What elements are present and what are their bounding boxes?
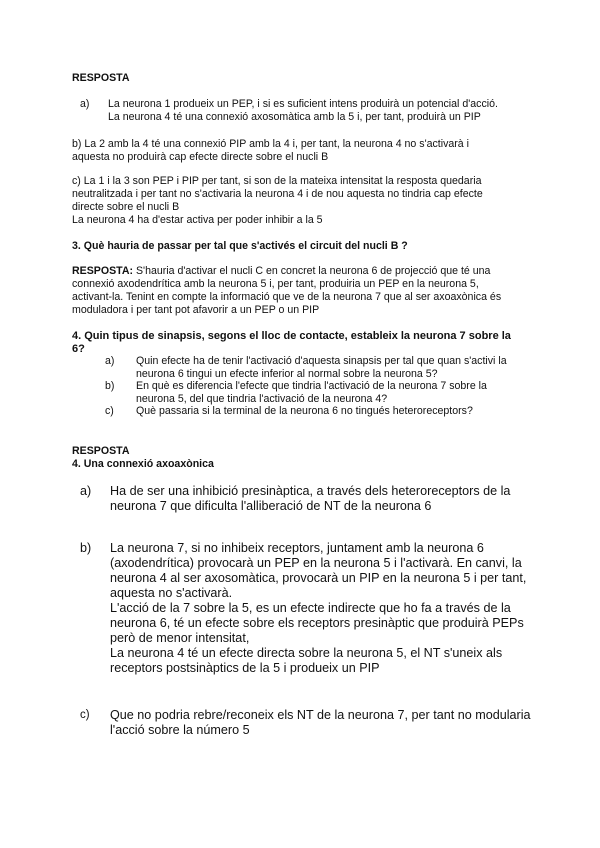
text-line: directe sobre el nucli B xyxy=(72,201,180,213)
text-line: L'acció de la 7 sobre la 5, es un efecte indirecte que ho fa a través de la xyxy=(110,601,511,615)
answer-a-marker: a) xyxy=(80,98,90,110)
text-line: però de menor intensitat, xyxy=(110,631,250,645)
q4-a-text xyxy=(136,355,546,381)
text-line: (axodendrítica) provocarà un PEP en la neurona 5 i l'activarà. En canvi, la xyxy=(110,556,522,570)
text-line: La neurona 4 té una connexió axosomàtica amb la 5 i, per tant, produirà un PIP xyxy=(108,111,481,123)
text-line: neurona 4 al ser axosomàtica, provocarà un PIP en la neurona 5 i per tant, xyxy=(110,571,527,585)
question-3: 3. Què hauria de passar per tal que s'activés el circuit del nucli B ? xyxy=(72,240,408,252)
text-line: Què passaria si la terminal de la neurona 6 no tingués heteroreceptors? xyxy=(136,405,473,417)
text-line: 6? xyxy=(72,343,85,355)
resposta-heading-2: RESPOSTA xyxy=(72,445,130,457)
r2-c-text xyxy=(110,708,550,738)
text-line: En què es diferencia l'efecte que tindria l'activació de la neurona 7 sobre la xyxy=(136,380,487,392)
text-line: l'acció sobre la número 5 xyxy=(110,723,250,737)
text-line: Que no podria rebre/reconeix els NT de la neurona 7, per tant no modularia xyxy=(110,708,531,722)
text-line: La neurona 1 produeix un PEP, i si es suficient intens produirà un potencial d'acció. xyxy=(108,98,498,110)
text-line: moduladora i per tant pot afavorir a un PEP o un PIP xyxy=(72,304,320,316)
answer-a-text xyxy=(108,98,548,124)
r2-a-marker: a) xyxy=(80,484,92,498)
text-line: 4. Quin tipus de sinapsis, segons el lloc de contacte, estableix la neurona 7 sobre la xyxy=(72,330,511,342)
text-line: connexió axodendrítica amb la neurona 5 i, per tant, produiria un PEP en la neurona 5, xyxy=(72,278,479,290)
text-line: neurona 6 tingui un efecte inferior al normal sobre la neurona 5? xyxy=(136,368,438,380)
text-span: S'hauria d'activar el nucli C en concret la neurona 6 de projecció que té una xyxy=(133,265,491,277)
text-line: Quin efecte ha de tenir l'activació d'aquesta sinapsis per tal que quan s'activi la xyxy=(136,355,507,367)
q4-c-marker: c) xyxy=(105,405,114,417)
r2-a-text xyxy=(110,484,550,514)
text-line: neurona 6, té un efecte sobre els receptors presinàptic que produirà PEPs xyxy=(110,616,524,630)
resposta-heading-1: RESPOSTA xyxy=(72,72,130,84)
text-line: activant-la. Tenint en compte la informació que ve de la neurona 7 que al ser axoaxònica és xyxy=(72,291,502,303)
q4-c-text xyxy=(136,405,546,418)
text-line: Ha de ser una inhibició presinàptica, a través dels heteroreceptors de la xyxy=(110,484,511,498)
text-line: b) La 2 amb la 4 té una connexió PIP amb la 4 i, per tant, la neurona 4 no s'activarà i xyxy=(72,138,469,150)
r2-c-marker: c) xyxy=(80,709,90,721)
q4-a-marker: a) xyxy=(105,355,115,367)
text-line: La neurona 4 ha d'estar activa per poder inhibir a la 5 xyxy=(72,214,323,226)
text-line: aquesta no produirà cap efecte directe sobre el nucli B xyxy=(72,151,329,163)
answer-label: RESPOSTA: xyxy=(72,265,134,277)
text-line: La neurona 4 té un efecte directa sobre la neurona 5, el NT s'uneix als xyxy=(110,646,503,660)
text-line: c) La 1 i la 3 son PEP i PIP per tant, si son de la mateixa intensitat la resposta quedaria xyxy=(72,175,482,187)
q4-b-text xyxy=(136,380,546,406)
text-line: neutralitzada i per tant no s'activaria la neurona 4 i de nou aquesta no tindria cap efecte xyxy=(72,188,483,200)
q4-b-marker: b) xyxy=(105,380,115,392)
r2-b-text xyxy=(110,541,550,676)
answer-3 xyxy=(72,265,532,317)
text-line: aquesta no s'activarà. xyxy=(110,586,233,600)
text-line: receptors postsinàptics de la 5 i produeix un PIP xyxy=(110,661,380,675)
text-line: neurona 5, del que tindria l'activació de la neurona 4? xyxy=(136,393,388,405)
text-line: La neurona 7, si no inhibeix receptors, juntament amb la neurona 6 xyxy=(110,541,484,555)
text-line xyxy=(72,265,532,278)
answer-c-text xyxy=(72,175,532,227)
resposta-subheading: 4. Una connexió axoaxònica xyxy=(72,458,214,470)
question-4 xyxy=(72,330,532,356)
text-line: neurona 7 que dificulta l'alliberació de NT de la neurona 6 xyxy=(110,499,432,513)
r2-b-marker: b) xyxy=(80,541,92,555)
answer-b-text xyxy=(72,138,532,164)
